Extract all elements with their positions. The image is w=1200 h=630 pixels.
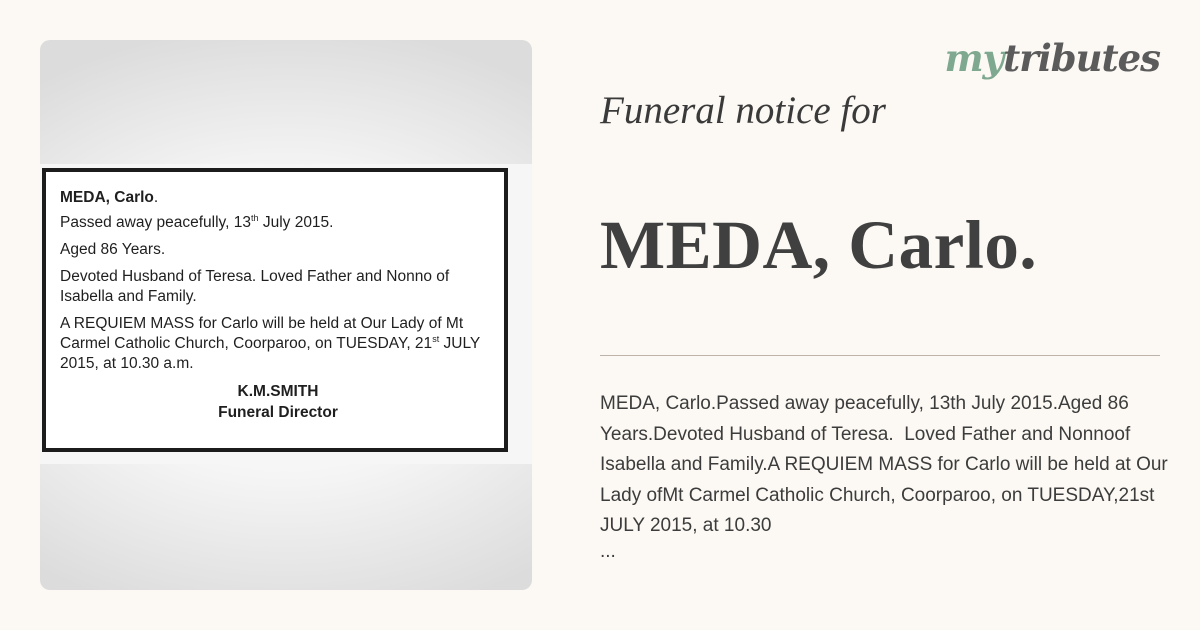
- director-name: K.M.SMITH: [237, 383, 319, 400]
- notice-mass-prefix: A REQUIEM MASS for Carlo will be held at Our Lady of Mt Carmel Catholic Church, Coorparoo, on TUESDAY, 21: [60, 315, 464, 352]
- notice-mass-line: [60, 314, 490, 374]
- notice-name-text: MEDA, Carlo: [60, 189, 154, 206]
- notice-passed-prefix: Passed away peacefully, 13: [60, 214, 251, 231]
- page-heading: Funeral notice for: [600, 89, 886, 132]
- director-title: Funeral Director: [218, 404, 338, 421]
- summary-ellipsis: ...: [600, 541, 616, 562]
- deceased-name: MEDA, Carlo.: [600, 207, 1038, 283]
- mytributes-logo: [944, 36, 1160, 80]
- notice-devoted-line: Devoted Husband of Teresa. Loved Father and Nonno of Isabella and Family.: [60, 268, 450, 305]
- notice-name-dot: .: [153, 189, 159, 206]
- newspaper-notice: [42, 168, 508, 452]
- notice-passed-suffix: July 2015.: [258, 214, 334, 231]
- notice-photo: [40, 40, 532, 590]
- notice-mass-sup: st: [432, 333, 440, 344]
- notice-aged-line: Aged 86 Years.: [60, 241, 166, 258]
- divider: [600, 355, 1160, 356]
- notice-passed-line: [60, 213, 490, 233]
- notice-passed-sup: th: [251, 212, 259, 223]
- logo-tributes: tributes: [1003, 36, 1160, 80]
- logo-my: my: [944, 36, 1004, 80]
- notice-deceased-name: [60, 188, 490, 208]
- notice-mass-suffix: JULY 2015, at 10.30 a.m.: [60, 335, 480, 372]
- notice-summary: MEDA, Carlo.Passed away peacefully, 13th July 2015.Aged 86 Years.Devoted Husband of Teresa. Loved Father and Nonnoof Isabella and Family.A REQUIEM MASS for Carlo will be held at Our Lady ofMt Carmel Catholic Church, Coorparoo, on TUESDAY,21st JULY 2015, at 10.30: [600, 393, 1174, 536]
- notice-funeral-director: [60, 381, 490, 423]
